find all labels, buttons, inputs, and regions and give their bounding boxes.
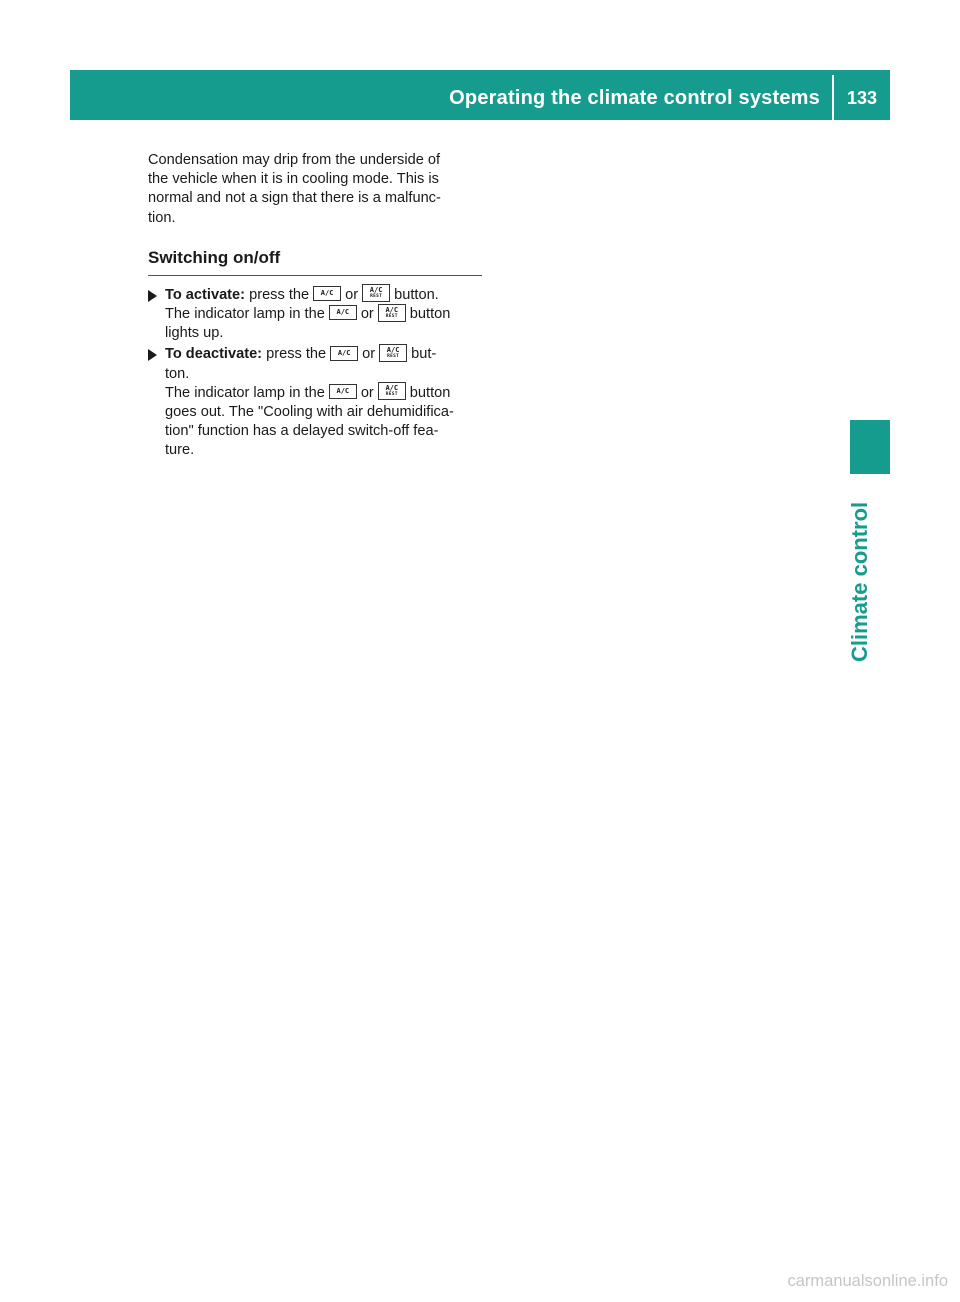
page-header [70, 70, 890, 120]
text-line: the vehicle when it is in cooling mode. This is [148, 171, 439, 188]
text-line: To deactivate: press the A/C or A/C REST but- [165, 346, 437, 363]
text-line: lights up. [165, 325, 224, 342]
watermark: carmanualsonline.info [787, 1272, 948, 1290]
text-line: To activate: press the A/C or A/C REST button. [165, 286, 439, 303]
step-label: To activate: [165, 286, 246, 303]
main-content [148, 151, 482, 461]
side-tab-marker [850, 420, 890, 474]
ac-rest-button-icon: A/C REST [379, 344, 407, 362]
step-label: To deactivate: [165, 346, 263, 363]
text-line: tion. [148, 209, 176, 226]
ac-rest-button-icon: A/C REST [378, 304, 406, 322]
side-tab-label: Climate control [847, 501, 872, 662]
ac-button-icon: A/C [329, 384, 357, 399]
text-line: The indicator lamp in the A/C or A/C REST button [165, 384, 451, 401]
instruction-list [148, 286, 482, 461]
text-line: ture. [165, 442, 195, 459]
page-number: 133 [846, 88, 878, 108]
step-arrow-icon [148, 290, 157, 302]
ac-button-icon: A/C [313, 286, 341, 301]
deactivate-step [148, 345, 482, 460]
ac-button-icon: A/C [330, 346, 358, 361]
section-heading: Switching on/off [148, 247, 482, 276]
text-line: Condensation may drip from the underside of [148, 152, 441, 168]
text-line: ton. [165, 365, 190, 382]
text-line: normal and not a sign that there is a malfunc- [148, 190, 441, 207]
page-title: Operating the climate control systems [449, 87, 820, 109]
ac-rest-button-icon: A/C REST [362, 284, 390, 302]
text-line: The indicator lamp in the A/C or A/C REST button [165, 305, 451, 323]
ac-rest-button-icon: A/C REST [378, 382, 406, 400]
activate-step [148, 286, 482, 344]
ac-button-icon: A/C [329, 305, 357, 320]
step-arrow-icon [148, 349, 157, 361]
text-line: goes out. The "Cooling with air dehumidifica- [165, 404, 454, 421]
text-line: tion" function has a delayed switch-off fea- [165, 423, 439, 440]
intro-paragraph [148, 151, 482, 228]
